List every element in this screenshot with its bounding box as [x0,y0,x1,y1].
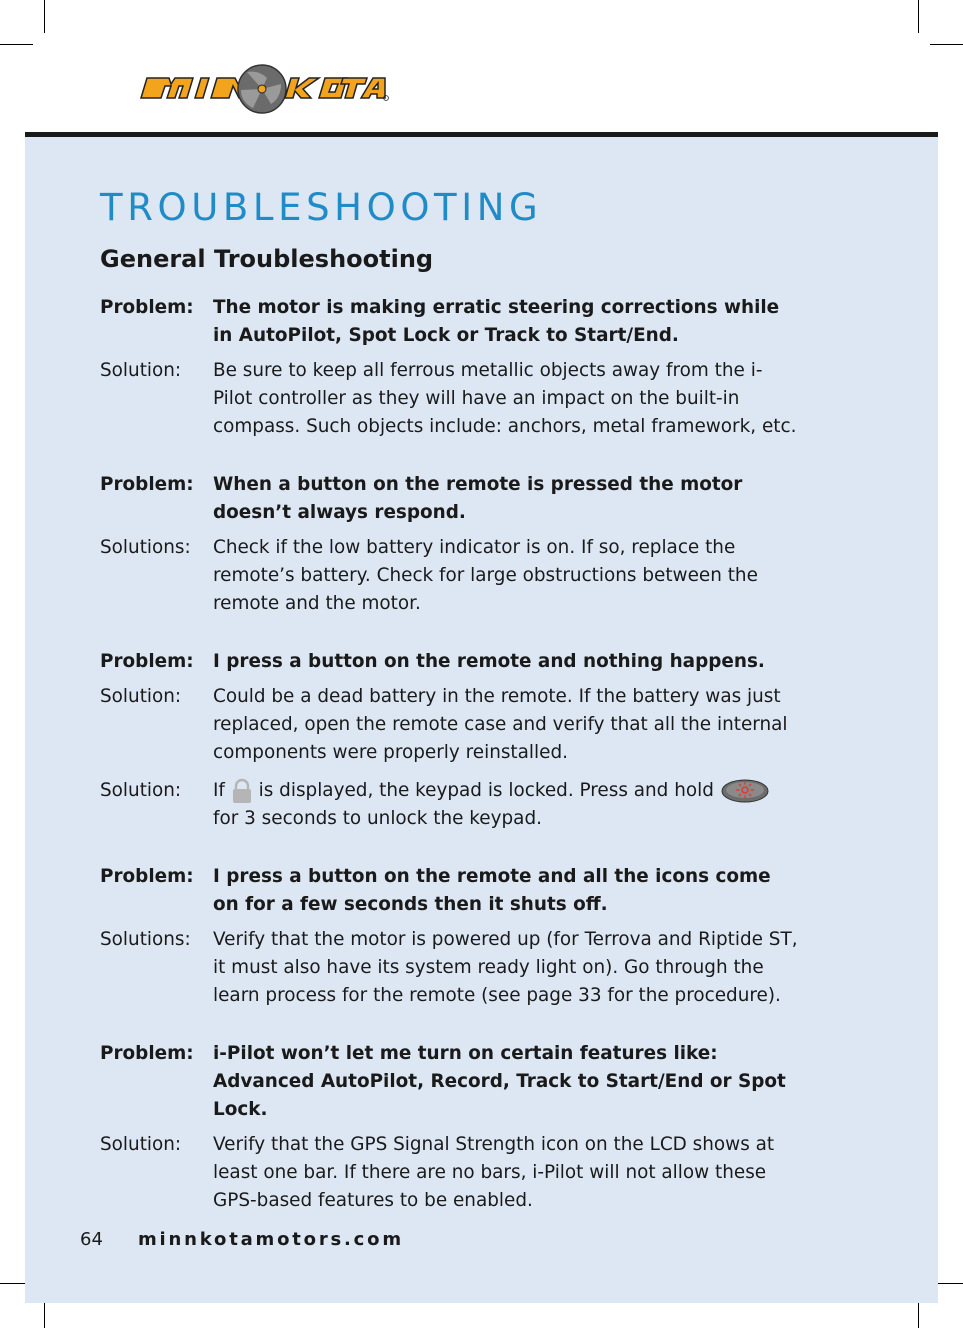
solution-row [100,1131,800,1215]
problem-row [100,648,800,676]
light-button-icon [720,778,770,804]
solution-row [100,683,800,767]
section-heading: General Troubleshooting [100,245,434,273]
crop-mark [44,0,45,33]
solution-row [100,926,800,1010]
problem-label: Problem: [100,297,194,318]
solution-label: Solutions: [100,929,191,950]
solution-text [213,777,800,833]
troubleshooting-entry [100,294,800,441]
solution-text: Verify that the GPS Signal Strength icon on the LCD shows at least one bar. If there are no bars, i-Pilot will not allow these GPS-based features to be enabled. [213,1134,775,1211]
troubleshooting-entry [100,1040,800,1215]
troubleshooting-entry [100,863,800,1010]
solution-label: Solution: [100,360,182,381]
crop-mark [930,44,963,45]
problem-label: Problem: [100,866,194,887]
solution-row [100,357,800,441]
problem-label: Problem: [100,1043,194,1064]
problem-row [100,294,800,350]
footer-url: minnkotamotors.com [138,1229,404,1250]
crop-mark [918,0,919,33]
solution-row [100,777,800,833]
problem-text: i-Pilot won’t let me turn on certain features like: Advanced AutoPilot, Record, Track to Start/End or Spot Lock. [213,1043,786,1120]
solution-row [100,534,800,618]
problem-row [100,471,800,527]
problem-row [100,863,800,919]
solution-label: Solution: [100,686,182,707]
lock-icon [231,778,253,804]
solution-text-part: If [213,780,225,801]
solution-text-part: is displayed, the keypad is locked. Press and hold [258,780,714,801]
problem-text: I press a button on the remote and all the icons come on for a few seconds then it shuts off. [213,866,771,915]
troubleshooting-list [100,294,800,1245]
problem-label: Problem: [100,474,194,495]
solution-label: Solution: [100,1134,182,1155]
solution-text: Could be a dead battery in the remote. If the battery was just replaced, open the remote case and verify that all the internal components were properly reinstalled. [213,686,788,763]
crop-mark [0,44,33,45]
page-number: 64 [80,1229,103,1250]
problem-label: Problem: [100,651,194,672]
solution-label: Solution: [100,780,182,801]
page-title: TROUBLESHOOTING [100,186,543,229]
solution-text-part: for 3 seconds to unlock the keypad. [213,808,542,829]
problem-text: The motor is making erratic steering corrections while in AutoPilot, Spot Lock or Track to Start/End. [213,297,780,346]
minn-kota-logo [135,64,390,116]
solution-text: Check if the low battery indicator is on. If so, replace the remote’s battery. Check for large obstructions between the remote and the motor. [213,537,758,614]
problem-text: I press a button on the remote and nothing happens. [213,651,765,672]
problem-text: When a button on the remote is pressed the motor doesn’t always respond. [213,474,743,523]
solution-label: Solutions: [100,537,191,558]
troubleshooting-entry [100,471,800,618]
problem-row [100,1040,800,1124]
solution-text: Be sure to keep all ferrous metallic objects away from the i-Pilot controller as they will have an impact on the built-in compass. Such objects include: anchors, metal framework, etc. [213,360,797,437]
solution-text: Verify that the motor is powered up (for Terrova and Riptide ST, it must also have its system ready light on). Go through the learn process for the remote (see page 33 for the procedure). [213,929,798,1006]
troubleshooting-entry [100,648,800,833]
